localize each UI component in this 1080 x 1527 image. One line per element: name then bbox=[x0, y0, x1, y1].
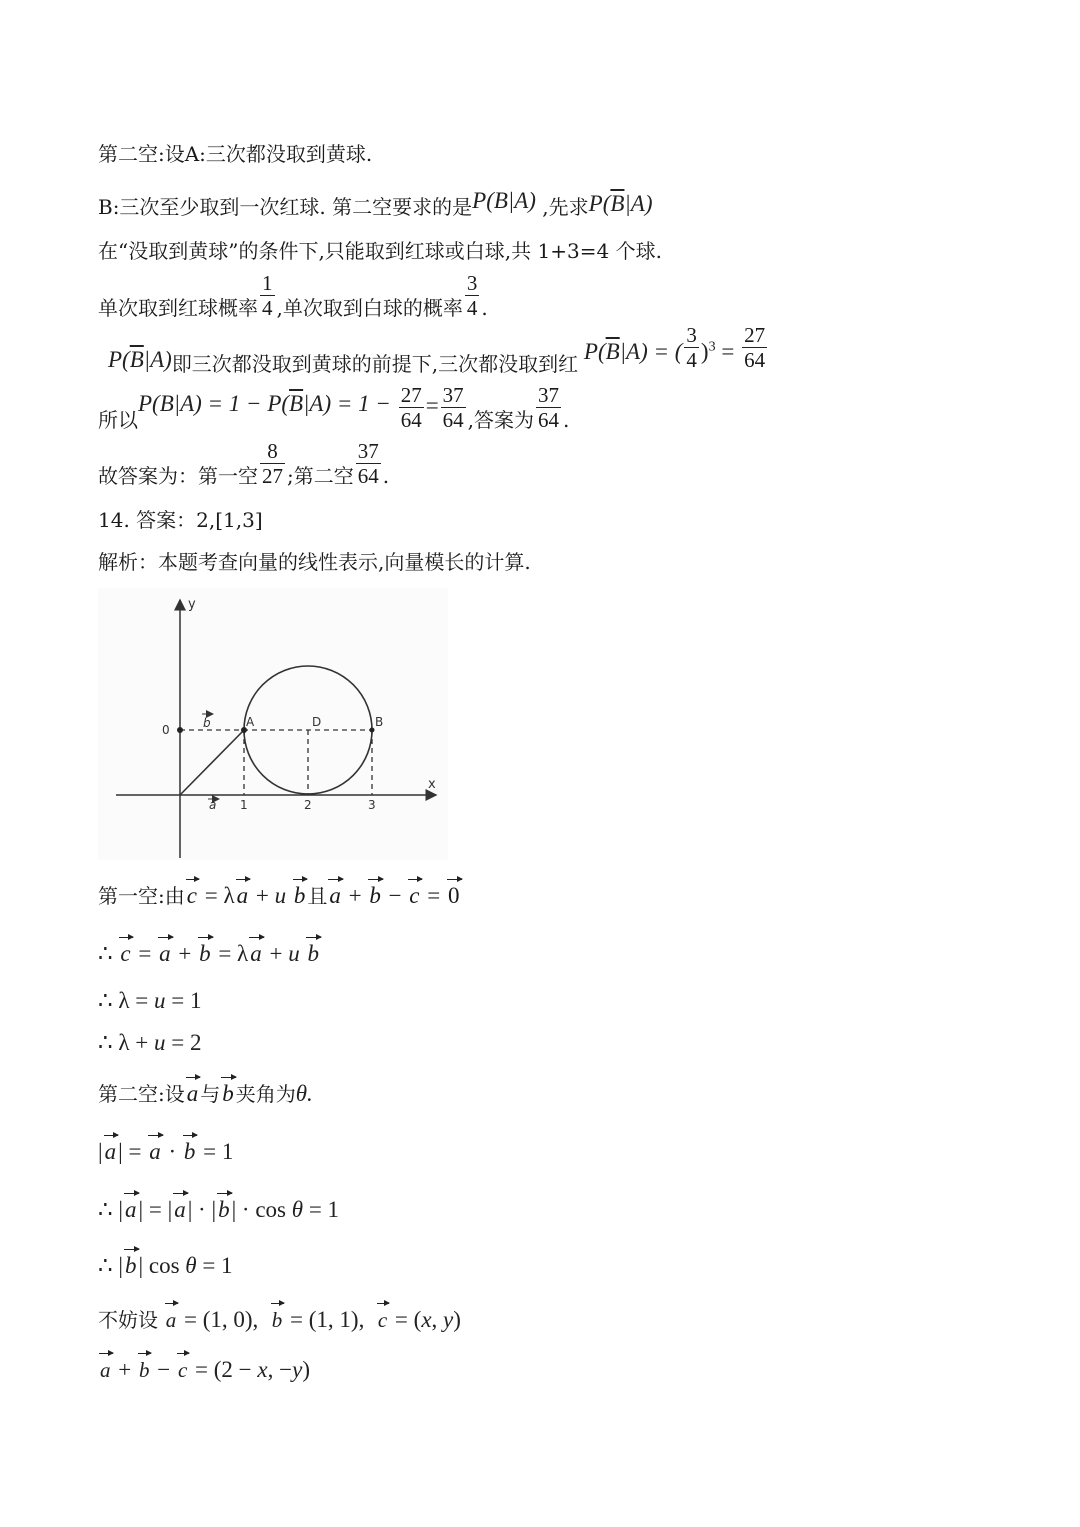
line-b-cos: ∴ |b| cos θ = 1 bbox=[98, 1253, 233, 1278]
text: 故答案为：第一空 bbox=[98, 464, 258, 489]
vector-a: a bbox=[165, 1308, 177, 1332]
text: 与 bbox=[200, 1082, 221, 1106]
text: 且 bbox=[307, 884, 328, 908]
text: 所以 bbox=[98, 408, 138, 433]
denominator: 64 bbox=[538, 408, 560, 433]
line-q14-answer bbox=[98, 506, 263, 534]
line-second-blank-set-a bbox=[98, 140, 372, 168]
text: ,答案为 bbox=[467, 408, 535, 433]
line-no-red-probability bbox=[108, 323, 769, 377]
text: ;第二空 bbox=[287, 464, 354, 489]
figure-background bbox=[98, 588, 448, 860]
vector-a: a bbox=[125, 1197, 137, 1222]
tick-label-0: 0 bbox=[162, 723, 170, 737]
vector-c: c bbox=[186, 883, 197, 908]
vector-a: a bbox=[329, 883, 341, 908]
line-assume-coords bbox=[98, 1306, 461, 1334]
math: + u bbox=[250, 883, 287, 908]
vector-c: c bbox=[120, 941, 131, 966]
text: 第二空:设A:三次都没取到黄球. bbox=[98, 142, 373, 166]
vector-c: c bbox=[377, 1308, 388, 1332]
line-modulus-a: |a| = a · b = 1 bbox=[98, 1139, 234, 1164]
point-b bbox=[370, 728, 375, 733]
formula-cube-exp: )$^3$ = bbox=[700, 339, 741, 365]
tick-label-3: 3 bbox=[368, 798, 376, 812]
denominator: 4 bbox=[262, 296, 273, 321]
text: 第一空:由 bbox=[98, 884, 185, 908]
denominator: 4 bbox=[466, 296, 478, 321]
vector-a: a bbox=[236, 883, 249, 908]
line-lambda-u-equal: ∴ λ = u = 1 bbox=[98, 988, 202, 1013]
fraction-three-quarters bbox=[684, 324, 699, 371]
text: . bbox=[563, 408, 570, 433]
tick-label-2: 2 bbox=[304, 798, 312, 812]
denominator: 64 bbox=[744, 348, 766, 373]
fraction-27-64 bbox=[399, 384, 424, 431]
vector-b: b bbox=[218, 1197, 230, 1222]
text: 即三次都没取到黄球的前提下,三次都没取到红 bbox=[171, 352, 579, 377]
vector-b: b bbox=[138, 1358, 150, 1382]
label-d: D bbox=[312, 715, 322, 729]
formula-p-b-given-a: P(B|A) bbox=[472, 188, 536, 213]
numerator: 8 bbox=[267, 439, 278, 463]
vector-b: b bbox=[183, 1139, 196, 1164]
y-axis-label: y bbox=[188, 597, 196, 612]
line-first-blank-given bbox=[98, 882, 462, 910]
denominator: 27 bbox=[262, 464, 283, 489]
vector-zero: 0 bbox=[448, 883, 460, 908]
theta: θ. bbox=[295, 1081, 313, 1106]
vector-b: b bbox=[307, 941, 319, 966]
line-therefore-c: ∴ c = a + b = λa + u b bbox=[98, 941, 319, 966]
text: B:三次至少取到一次红球. 第二空要求的是 bbox=[98, 195, 473, 219]
line-q14-analysis bbox=[98, 548, 531, 576]
label-b: B bbox=[375, 715, 384, 729]
line-second-blank-angle bbox=[98, 1080, 313, 1108]
vector-b: b bbox=[222, 1081, 234, 1106]
fraction-8-27 bbox=[260, 440, 285, 487]
text: 夹角为 bbox=[235, 1082, 296, 1106]
vector-a: a bbox=[186, 1081, 199, 1106]
numerator: 3 bbox=[466, 271, 478, 295]
text: . bbox=[382, 464, 390, 489]
vector-a: a bbox=[149, 1139, 161, 1164]
fraction-37-64 bbox=[356, 440, 381, 487]
numerator: 1 bbox=[262, 271, 273, 295]
vector-b-label: b bbox=[203, 716, 211, 730]
numerator: 27 bbox=[400, 383, 422, 407]
vector-a: a bbox=[104, 1139, 117, 1164]
text: 解析：本题考查向量的线性表示,向量模长的计算. bbox=[98, 550, 531, 574]
math: = bbox=[421, 883, 446, 908]
fraction-37-64 bbox=[536, 384, 561, 431]
fraction-37-64 bbox=[441, 384, 466, 431]
line-modulus-cos: ∴ |a| = |a| · |b| · cos θ = 1 bbox=[98, 1197, 340, 1222]
vector-b: b bbox=[199, 941, 211, 966]
formula-complement: $P(B|A) = 1 - P(\overline{B}|A) = 1$ − bbox=[138, 391, 397, 417]
math: a = (1, 0), b = (1, 1), c = (x, y) bbox=[165, 1307, 461, 1332]
line-final-answers bbox=[98, 440, 389, 487]
fraction-three-quarters bbox=[465, 272, 480, 319]
math: = λ bbox=[198, 883, 235, 908]
formula-p-notb-given-a: $P(\overline{B}|A)$ bbox=[108, 347, 172, 373]
fraction-one-quarter bbox=[260, 272, 275, 319]
numerator: 27 bbox=[744, 323, 766, 347]
line-lambda-plus-u: ∴ λ + u = 2 bbox=[98, 1030, 202, 1055]
vector-a: a bbox=[159, 941, 171, 966]
text: 在“没取到黄球”的条件下,只能取到红球或白球,共 1+3=4 个球. bbox=[98, 239, 662, 263]
line-event-b bbox=[98, 188, 653, 221]
vector-b: b bbox=[125, 1253, 137, 1278]
denominator: 4 bbox=[686, 348, 697, 373]
vector-a: a bbox=[174, 1197, 186, 1222]
denominator: 64 bbox=[357, 464, 379, 489]
vector-b: b bbox=[271, 1308, 283, 1332]
denominator: 64 bbox=[400, 408, 422, 433]
vector-c: c bbox=[409, 883, 420, 908]
tick-label-1: 1 bbox=[240, 798, 248, 812]
text: 14. 答案：2,[1,3] bbox=[98, 508, 263, 532]
vector-a-label: a bbox=[209, 798, 217, 812]
fraction-27-64 bbox=[742, 324, 767, 371]
vector-a: a bbox=[100, 1358, 111, 1382]
math: − bbox=[382, 883, 408, 908]
text: 第二空:设 bbox=[98, 1082, 185, 1106]
numerator: 3 bbox=[686, 323, 697, 347]
text: ,先求 bbox=[535, 195, 589, 219]
numerator: 37 bbox=[442, 383, 464, 407]
text: . bbox=[481, 296, 488, 321]
numerator: 37 bbox=[357, 439, 379, 463]
x-axis-label: x bbox=[428, 777, 436, 792]
text: 不妨设 bbox=[98, 1308, 158, 1332]
text: ,单次取到白球的概率 bbox=[276, 296, 463, 321]
text: 单次取到红球概率 bbox=[98, 296, 258, 321]
line-therefore-result bbox=[98, 384, 569, 431]
numerator: 37 bbox=[538, 383, 560, 407]
equals-sign: = bbox=[425, 393, 439, 419]
formula-cube: $P(\overline{B}|A)$ = ( bbox=[578, 339, 683, 365]
vector-b: b bbox=[369, 883, 381, 908]
coordinate-figure bbox=[98, 588, 448, 860]
label-a: A bbox=[246, 715, 255, 729]
denominator: 64 bbox=[442, 408, 464, 433]
line-single-probabilities bbox=[98, 272, 488, 319]
vector-a: a bbox=[250, 941, 262, 966]
line-condition bbox=[98, 237, 662, 265]
vector-c: c bbox=[177, 1358, 188, 1382]
line-sum-coords: a + b − c = (2 − x, −y) bbox=[100, 1357, 310, 1382]
vector-b: b bbox=[293, 883, 306, 908]
formula-p-notb-given-a: $P(\overline{B}|A)$ bbox=[588, 191, 653, 216]
point-y1 bbox=[177, 727, 183, 733]
math: + bbox=[342, 883, 368, 908]
